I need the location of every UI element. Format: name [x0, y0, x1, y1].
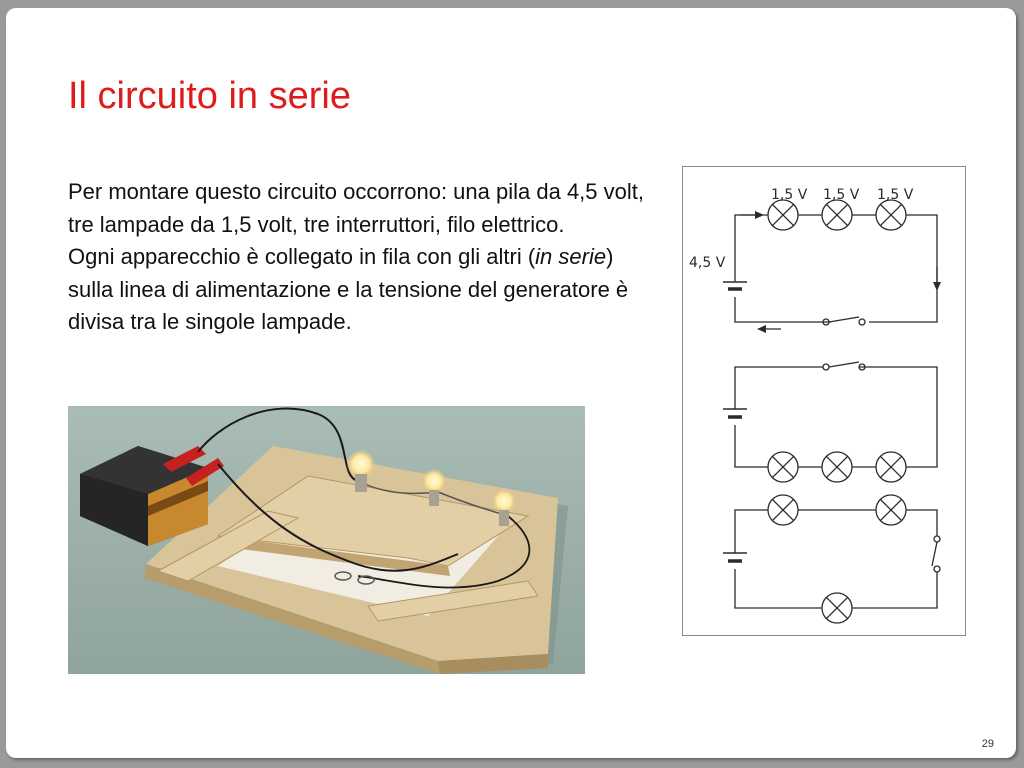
circuit-photo: [68, 406, 585, 674]
paragraph-materials: Per montare questo circuito occorrono: una pila da 4,5 volt, tre lampade da 1,5 volt, tre interruttori, filo elettrico.: [68, 179, 644, 237]
paragraph-explanation-start: Ogni apparecchio è collegato in fila con gli altri (: [68, 244, 536, 269]
slide: [6, 8, 1016, 758]
paragraph-explanation-end: ) sulla linea di alimentazione e la tensione del generatore è divisa tra le singole lampade.: [68, 244, 629, 334]
body-text: [68, 176, 653, 339]
page-number: 29: [981, 738, 994, 750]
emphasis-in-serie: in serie: [535, 244, 607, 269]
arrow-left-icon: [757, 325, 766, 333]
arrow-down-icon: [933, 282, 941, 291]
paragraph-explanation: [68, 241, 653, 339]
battery-voltage-label: 4,5 V: [689, 255, 726, 271]
battery-icon: [723, 553, 747, 561]
series-circuit-diagram: [682, 166, 966, 636]
lamp-voltage-label-3: 1,5 V: [877, 187, 914, 203]
arrow-right-icon: [755, 211, 764, 219]
lamp-voltage-label-2: 1,5 V: [823, 187, 860, 203]
slide-title: Il circuito in serie: [68, 75, 351, 117]
lamp-voltage-label-1: 1,5 V: [771, 187, 808, 203]
battery-icon: [723, 282, 747, 289]
circuit-photo-illustration: [68, 406, 585, 674]
battery-icon: [723, 409, 747, 417]
series-circuit-schematic: [683, 167, 965, 635]
